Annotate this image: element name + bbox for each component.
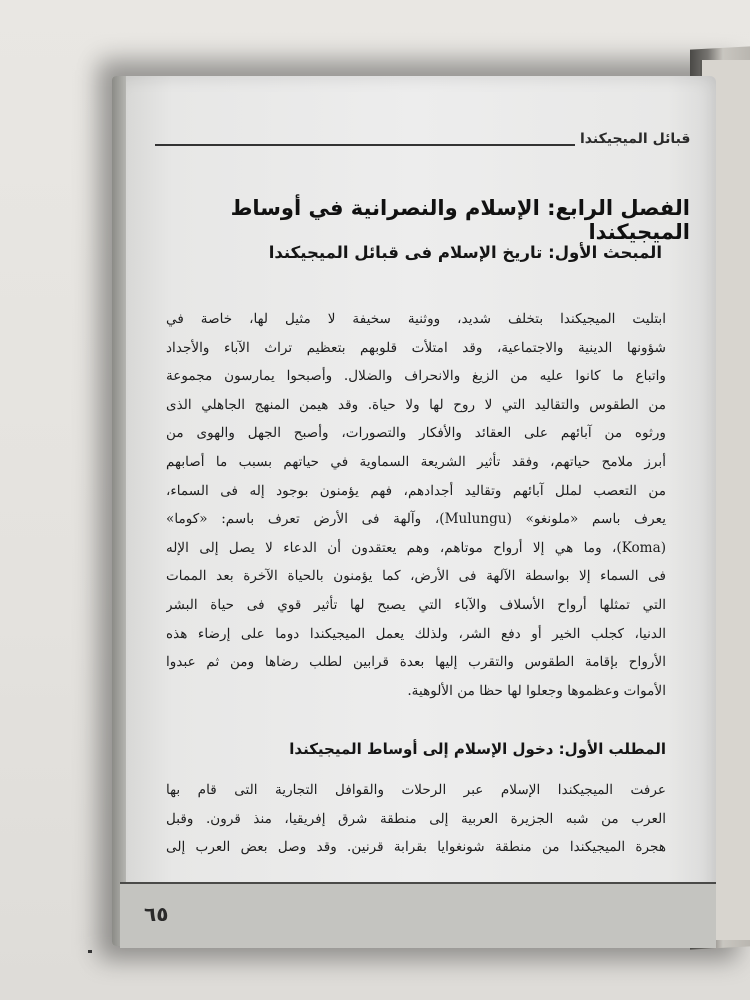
section-title: المبحث الأول: تاريخ الإسلام فى قبائل الميجيكندا [268, 243, 662, 262]
subsection-title: المطلب الأول: دخول الإسلام إلى أوساط الميجيكندا [289, 740, 666, 758]
chapter-title: الفصل الرابع: الإسلام والنصرانية في أوساط الميجيكندا [230, 196, 690, 244]
text-line: عرفت الميجيكندا الإسلام عبر الرحلات والقوافل التجارية التى قام بها [166, 782, 666, 798]
text-line: هجرة الميجيكندا من منطقة شونغوايا بقرابة قرنين. وقد وصل بعض العرب إلى [166, 839, 666, 856]
text-line: شؤونها الدينية والاجتماعية، وقد امتلأت قلوبهم بتعظيم تراث الآباء والأجداد [166, 339, 666, 356]
text-line: التي تمثلها أرواح الأسلاف والآباء التي يصبح لها تأثير قوي فى حياة البشر [166, 596, 666, 613]
text-line: العرب من شبه الجزيرة العربية إلى منطقة شرق إفريقيا، منذ قرون. وقبل [166, 810, 666, 827]
text-line: من الطقوس والتقاليد التي لا روح لها ولا حياة. وقد هيمن المنهج الجاهلي الذى [166, 396, 666, 413]
text-line: الأموات وعظموها وجعلوا لها حظا من الألوهية. [407, 682, 666, 699]
footer-strip [120, 882, 716, 948]
text-line: واتباع ما كانوا عليه من الزيغ والانحراف والضلال. وأصبحوا يمارسون مجموعة [166, 368, 666, 385]
text-line: الأرواح بإقامة الطقوس والتقرب إليها بعدة قرابين لطلب رضاها ومن ثم عبدوا [166, 654, 666, 671]
page-number: ٦٥ [144, 902, 169, 926]
text-line: ورثوه من آبائهم على العقائد والأفكار والتصورات، وأصبح الجهل والهوى من [166, 425, 666, 442]
paragraph-1 [166, 305, 666, 705]
text-line: من التعصب لملل آبائهم وتقاليد أجدادهم، فهم يؤمنون بوجود إله فى السماء، [166, 482, 666, 499]
running-header: قبائل الميجيكندا [580, 131, 691, 147]
text-line: الدنيا، كجلب الخير أو دفع الشر، ولذلك يعمل الميجيكندا دوما على إرضاء هذه [166, 625, 666, 642]
text-line: أبرز ملامح حياتهم، وفقد تأثير الشريعة السماوية في حياتهم بسبب ما أصابهم [166, 453, 666, 470]
header-rule [155, 144, 575, 146]
text-line: (Koma)، وما هي إلا أرواح موتاهم، وهم يعتقدون أن الدعاء لا يصل إلى الإله [166, 539, 666, 556]
text-line: يعرف باسم «ملونغو» (Mulungu)، وآلهة فى الأرض تعرف باسم: «كوما» [166, 511, 666, 528]
table-mark [88, 950, 92, 953]
page-gutter [112, 76, 126, 946]
text-line: ابتليت الميجيكندا بتخلف شديد، ووثنية سخيفة لا مثيل لها، خاصة في [166, 311, 666, 327]
text-line: فى السماء إلا بواسطة الآلهة فى الأرض، كما يؤمنون بالحياة الآخرة بعد الممات [166, 568, 666, 585]
paragraph-2 [166, 776, 666, 862]
